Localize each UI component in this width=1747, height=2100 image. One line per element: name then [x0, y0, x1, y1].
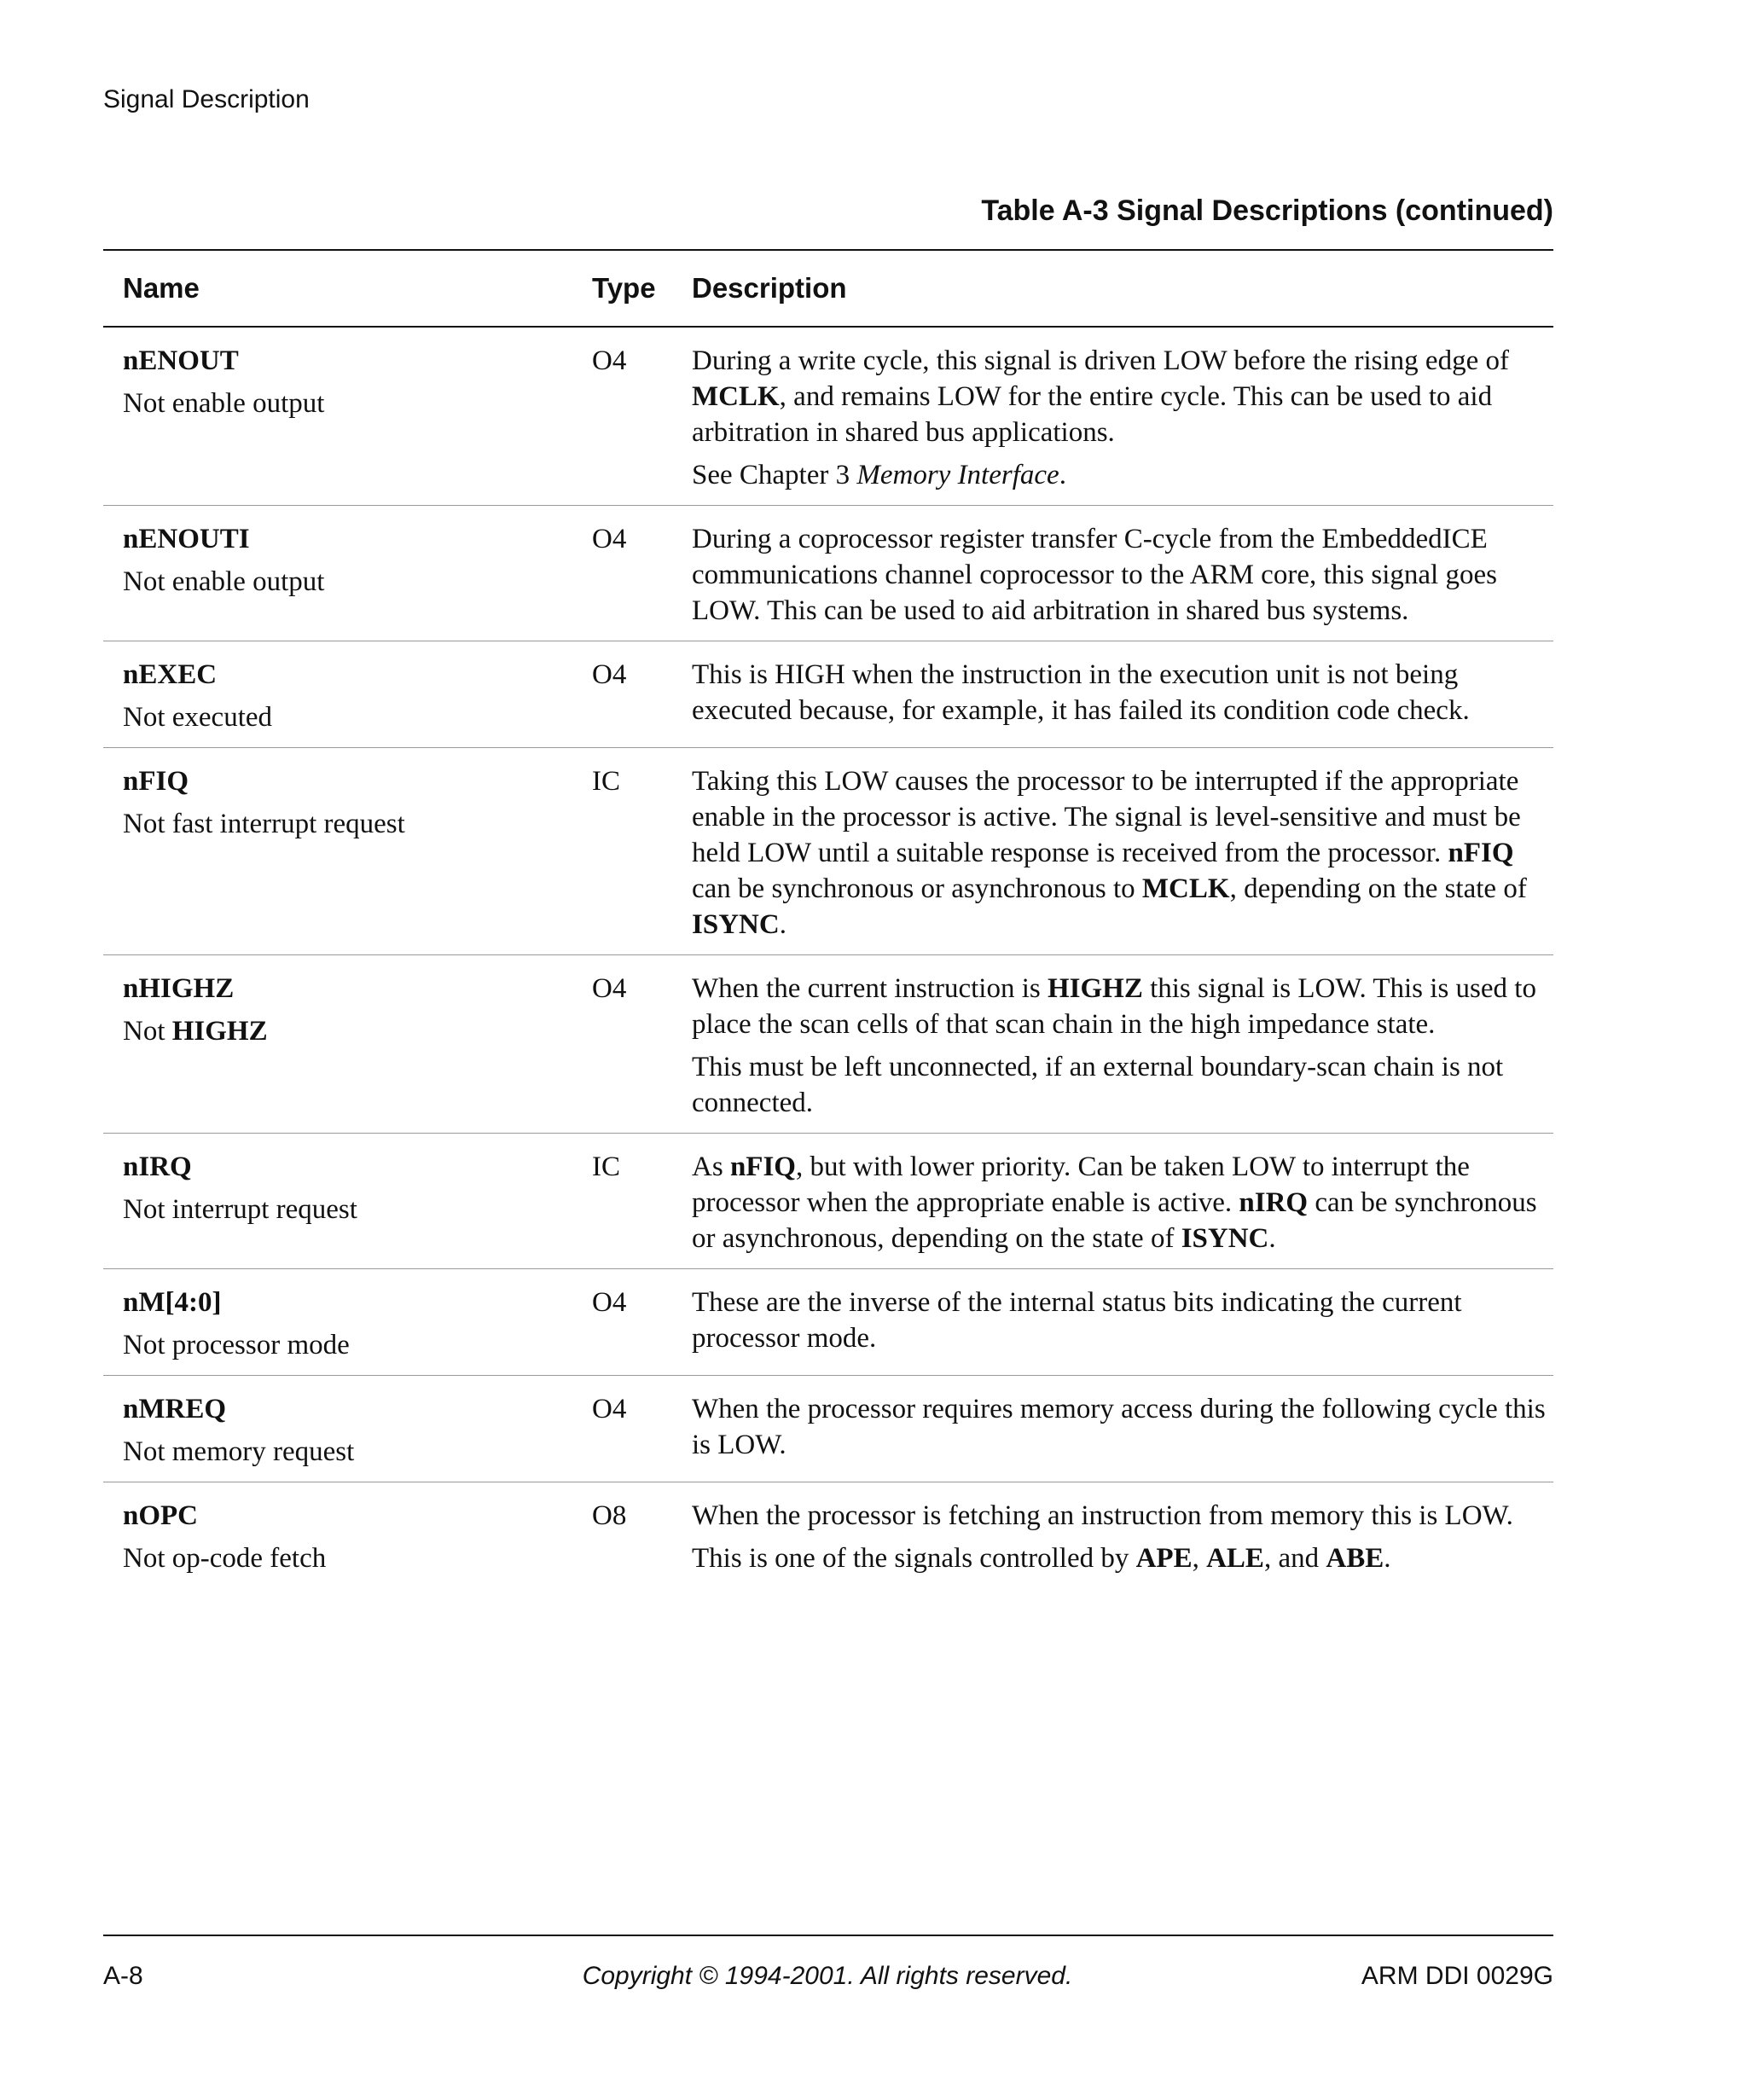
table-row: [103, 955, 1553, 1134]
description-text: When the processor requires memory access during the following cycle this is LOW.: [692, 1394, 1546, 1460]
description-paragraph: [692, 1149, 1553, 1256]
description-text: .: [1384, 1543, 1391, 1574]
signal-full-name: Not executed: [123, 702, 273, 733]
description-text: , and: [1263, 1543, 1326, 1574]
description-paragraph: [692, 1498, 1553, 1534]
signal-full-name: Not interrupt request: [123, 1194, 357, 1225]
signal-type: O8: [592, 1500, 627, 1531]
signal-reference: ISYNC: [692, 909, 780, 940]
signal-reference: nFIQ: [729, 1152, 796, 1182]
table-body: [103, 328, 1553, 1588]
signal-type: O4: [592, 345, 627, 376]
signal-description: [692, 1149, 1553, 1256]
signal-name: nENOUT: [123, 345, 239, 376]
chapter-reference: Memory Interface: [856, 460, 1059, 490]
description-text: This must be left unconnected, if an external boundary-scan chain is not connected.: [692, 1052, 1504, 1118]
signal-type: O4: [592, 1287, 627, 1318]
description-paragraph: [692, 521, 1553, 629]
description-text: this signal is LOW. This is used to place the scan cells of that scan chain in the high impedance state.: [692, 973, 1536, 1040]
table-caption: Table A-3 Signal Descriptions (continued): [981, 194, 1553, 227]
column-header-name: Name: [123, 272, 200, 304]
page-number: A-8: [103, 1962, 143, 1990]
table-header-row: [103, 251, 1553, 328]
signal-descriptions-table: [103, 249, 1553, 1588]
column-header-type: Type: [592, 272, 656, 304]
signal-name: nM[4:0]: [123, 1287, 222, 1318]
description-text: See Chapter 3: [692, 460, 857, 490]
signal-description: [692, 763, 1553, 943]
signal-full-name: Not enable output: [123, 388, 325, 419]
signal-type: O4: [592, 659, 627, 690]
description-text: These are the inverse of the internal status bits indicating the current processor mode.: [692, 1287, 1462, 1354]
table-row: [103, 1269, 1553, 1376]
description-text: When the processor is fetching an instruction from memory this is LOW.: [692, 1500, 1513, 1531]
signal-name-cell: [103, 1149, 585, 1256]
signal-name-cell: [103, 521, 585, 629]
signal-name: nENOUTI: [123, 524, 250, 554]
description-text: As: [692, 1152, 730, 1182]
signal-description: [692, 343, 1553, 493]
description-text: can be synchronous or asynchronous to: [692, 873, 1142, 904]
description-text: This is one of the signals controlled by: [692, 1543, 1136, 1574]
description-text: This is HIGH when the instruction in the execution unit is not being executed because, for example, it has failed its condition code check.: [692, 659, 1470, 726]
signal-name: nEXEC: [123, 659, 218, 690]
signal-description: [692, 1391, 1553, 1470]
table-row: [103, 1134, 1553, 1269]
signal-reference: MCLK: [1141, 873, 1230, 904]
table-row: [103, 748, 1553, 955]
signal-name: nIRQ: [123, 1152, 192, 1182]
signal-type: O4: [592, 1394, 627, 1424]
signal-name: nHIGHZ: [123, 973, 235, 1004]
signal-name: nFIQ: [123, 766, 189, 797]
signal-full-name: Not op-code fetch: [123, 1543, 327, 1574]
table-row: [103, 1482, 1553, 1588]
description-paragraph: [692, 657, 1553, 728]
description-text: .: [1059, 460, 1066, 490]
signal-full-name: [123, 1013, 585, 1049]
table-row: [103, 1376, 1553, 1482]
description-text: .: [1268, 1223, 1276, 1254]
column-header-description: Description: [692, 272, 847, 304]
description-text: can be synchronous or asynchronous, depending on the state of: [692, 1187, 1537, 1254]
signal-name-cell: [103, 763, 585, 943]
signal-name: nMREQ: [123, 1394, 227, 1424]
signal-name-cell: [103, 1391, 585, 1470]
signal-description: [692, 521, 1553, 629]
description-paragraph: [692, 971, 1553, 1042]
signal-full-name: Not memory request: [123, 1436, 355, 1467]
description-paragraph: [692, 343, 1553, 450]
description-text: , but with lower priority. Can be taken LOW to interrupt the processor when the appropriate enable is active.: [692, 1152, 1470, 1218]
signal-full-name-prefix: Not: [123, 1016, 172, 1047]
description-text: , and remains LOW for the entire cycle. This can be used to aid arbitration in shared bus applications.: [692, 381, 1493, 448]
signal-reference: HIGHZ: [1047, 973, 1143, 1004]
description-paragraph: [692, 1391, 1553, 1463]
signal-reference: nFIQ: [1448, 838, 1514, 868]
signal-type: IC: [592, 766, 620, 797]
signal-full-name: Not processor mode: [123, 1330, 350, 1360]
signal-reference: MCLK: [692, 381, 780, 412]
signal-full-name: Not fast interrupt request: [123, 809, 405, 839]
table-row: [103, 506, 1553, 641]
table-row: [103, 328, 1553, 506]
signal-description: [692, 1285, 1553, 1363]
description-paragraph: [692, 1285, 1553, 1356]
signal-name-cell: [103, 343, 585, 493]
description-paragraph: [692, 1540, 1553, 1576]
signal-reference: ISYNC: [1181, 1223, 1269, 1254]
signal-name-cell: [103, 657, 585, 735]
signal-description: [692, 971, 1553, 1121]
description-paragraph: [692, 763, 1553, 943]
signal-full-name-bold: HIGHZ: [171, 1016, 268, 1047]
signal-description: [692, 1498, 1553, 1576]
description-text: Taking this LOW causes the processor to be interrupted if the appropriate enable in the processor is active. The signal is level-sensitive and must be held LOW until a suitable response is received from the processor.: [692, 766, 1521, 868]
signal-name: nOPC: [123, 1500, 199, 1531]
table-row: [103, 641, 1553, 748]
signal-type: O4: [592, 524, 627, 554]
signal-reference: ABE: [1326, 1543, 1384, 1574]
description-text: .: [779, 909, 786, 940]
document-id: ARM DDI 0029G: [1361, 1962, 1553, 1990]
signal-reference: APE: [1135, 1543, 1193, 1574]
description-text: When the current instruction is: [692, 973, 1048, 1004]
copyright-notice: Copyright © 1994-2001. All rights reserved.: [582, 1962, 1073, 1990]
signal-reference: ALE: [1206, 1543, 1264, 1574]
description-text: , depending on the state of: [1229, 873, 1527, 904]
signal-name-cell: [103, 971, 585, 1121]
signal-name-cell: [103, 1285, 585, 1363]
description-paragraph: [692, 457, 1553, 493]
footer-rule: [103, 1935, 1553, 1936]
description-text: During a coprocessor register transfer C-cycle from the EmbeddedICE communications channel coprocessor to the ARM core, this signal goes LOW. This can be used to aid arbitration in shared bus systems.: [692, 524, 1497, 626]
running-header: Signal Description: [103, 85, 310, 113]
description-paragraph: [692, 1049, 1553, 1121]
signal-description: [692, 657, 1553, 735]
signal-type: IC: [592, 1152, 620, 1182]
signal-type: O4: [592, 973, 627, 1004]
signal-full-name: Not enable output: [123, 566, 325, 597]
signal-name-cell: [103, 1498, 585, 1576]
signal-reference: nIRQ: [1239, 1187, 1309, 1218]
description-text: During a write cycle, this signal is driven LOW before the rising edge of: [692, 345, 1509, 376]
description-text: ,: [1192, 1543, 1207, 1574]
